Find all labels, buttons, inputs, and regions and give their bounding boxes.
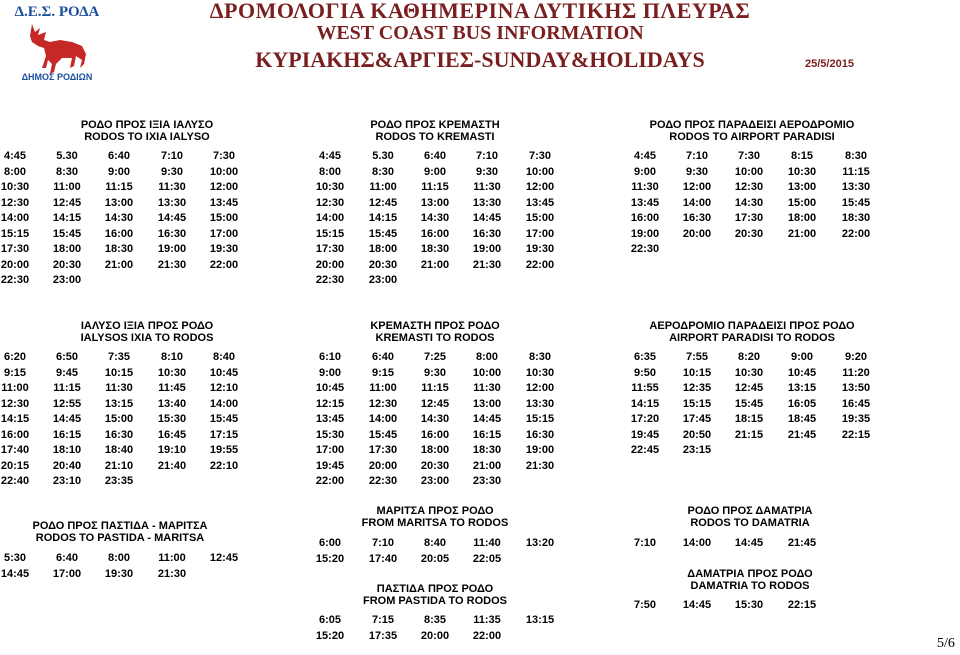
departure-time: 9:30 <box>475 165 499 178</box>
departure-time: 10:00 <box>209 165 239 178</box>
departure-time: 16:00 <box>630 212 660 224</box>
departure-time: 15:20 <box>315 629 345 642</box>
departure-time: 17:30 <box>0 243 30 255</box>
departure-time: 16:30 <box>682 212 712 224</box>
departure-time: 15:15 <box>0 227 30 240</box>
departure-time: 14:15 <box>52 212 82 224</box>
departure-time: 13:45 <box>630 196 660 209</box>
departure-time: 7:50 <box>633 599 657 611</box>
departure-time: 21:45 <box>787 537 817 549</box>
departure-time: 21:00 <box>472 459 502 472</box>
departure-time: 16:45 <box>841 397 871 410</box>
departure-time: 11:15 <box>105 181 133 193</box>
departure-time: 9:30 <box>160 165 184 178</box>
departure-time: 8:15 <box>790 150 814 162</box>
table-header: ΑΕΡΟΔΡΟΜΙΟ ΠΑΡΑΔΕΙΣΙ ΠΡΟΣ ΡΟΔΟ AIRPORT PARADISI TO RODOS <box>649 320 855 344</box>
departure-time: 14:45 <box>682 599 712 611</box>
departure-time: 20:30 <box>368 258 398 271</box>
departure-time: 11:30 <box>158 181 186 193</box>
departure-time: 13:15 <box>525 614 555 626</box>
departure-time: 4:45 <box>318 150 342 162</box>
departure-time: 7:30 <box>737 150 761 162</box>
departure-time: 22:00 <box>315 475 345 487</box>
departure-time: 16:00 <box>420 227 450 240</box>
departure-time: 14:30 <box>734 196 764 209</box>
table-header: ΙΑΛΥΣΟ ΙΞΙΑ ΠΡΟΣ ΡΟΔΟ IALYSOS IXIA TO RODOS <box>80 320 214 344</box>
departure-time: 17:40 <box>368 552 398 565</box>
departure-time: 15:45 <box>841 196 871 209</box>
departure-time: 6:40 <box>423 150 447 162</box>
title-line-3: ΚΥΡΙΑΚΗΣ&ΑΡΓΙΕΣ-SUNDAY&HOLIDAYS <box>255 47 705 72</box>
departure-time: 9:15 <box>3 366 27 379</box>
departure-time: 21:40 <box>157 459 187 472</box>
departure-time: 14:45 <box>472 212 502 224</box>
departure-time: 22:30 <box>315 274 345 286</box>
departure-time: 20:30 <box>420 459 450 472</box>
departure-time: 17:30 <box>734 212 764 224</box>
departure-time: 10:15 <box>104 366 134 379</box>
departure-time: 5.30 <box>56 150 78 162</box>
departure-time: 15:30 <box>157 413 187 425</box>
departure-time: 9:00 <box>633 165 657 178</box>
title-line-2: WEST COAST BUS INFORMATION <box>316 22 644 44</box>
departure-time: 17:00 <box>315 444 345 456</box>
departure-time: 12:00 <box>525 181 555 193</box>
departure-time: 9:45 <box>55 366 79 379</box>
departure-time: 14:15 <box>368 212 398 224</box>
departure-time: 22:05 <box>472 552 502 565</box>
departure-time: 12:35 <box>682 382 712 394</box>
departure-time: 15:45 <box>368 227 398 240</box>
departure-time: 21:30 <box>157 567 187 580</box>
departure-time: 14:45 <box>157 212 187 224</box>
departure-time: 11:00 <box>369 382 397 394</box>
departure-time: 5:30 <box>3 552 27 564</box>
date: 25/5/2015 <box>805 58 854 70</box>
departure-time: 6:40 <box>107 150 131 162</box>
departure-time: 22:30 <box>630 243 660 255</box>
departure-time: 22:30 <box>368 475 398 487</box>
departure-time: 20:05 <box>420 552 450 565</box>
departure-time: 10:30 <box>734 366 764 379</box>
departure-time: 13:45 <box>315 413 345 425</box>
departure-time: 21:10 <box>104 459 134 472</box>
departure-time: 21:30 <box>472 258 502 271</box>
departure-time: 19:30 <box>525 243 555 255</box>
departure-time: 18:40 <box>104 444 134 456</box>
departure-time: 10:00 <box>734 165 764 178</box>
departure-time: 14:00 <box>682 196 712 209</box>
departure-time: 22:15 <box>841 428 871 441</box>
departure-time: 15:00 <box>787 196 817 209</box>
departure-time: 14:45 <box>734 537 764 549</box>
departure-time: 11:15 <box>421 181 449 193</box>
departure-time: 15:45 <box>368 428 398 441</box>
departure-time: 18:30 <box>841 212 871 224</box>
departure-time: 14:00 <box>368 413 398 425</box>
departure-time: 20:00 <box>0 258 30 271</box>
departure-time: 13:40 <box>157 397 187 410</box>
departure-time: 13:00 <box>420 196 450 209</box>
departure-time: 13:30 <box>841 181 871 193</box>
departure-time: 15:00 <box>104 413 134 425</box>
departure-time: 19:10 <box>157 444 187 456</box>
departure-time: 10:15 <box>682 366 712 379</box>
departure-time: 10:30 <box>0 181 30 193</box>
departure-time: 12:30 <box>368 397 398 410</box>
departure-time: 22:45 <box>630 444 660 456</box>
departure-time: 20:30 <box>52 258 82 271</box>
departure-time: 13:20 <box>525 537 555 549</box>
departure-time: 22:30 <box>0 274 30 286</box>
departure-time: 8:40 <box>423 537 447 549</box>
departure-time: 7:10 <box>371 537 395 549</box>
departure-time: 12:10 <box>209 382 239 394</box>
departure-time: 13:15 <box>787 382 817 394</box>
departure-time: 13:30 <box>472 196 502 209</box>
departure-time: 6:40 <box>55 552 79 564</box>
departure-time: 19:55 <box>209 444 239 456</box>
departure-time: 19:45 <box>315 459 345 472</box>
departure-time: 17:30 <box>315 243 345 255</box>
departure-time: 12:45 <box>734 382 764 394</box>
departure-time: 16:00 <box>0 428 30 441</box>
departure-time: 11:15 <box>421 382 449 394</box>
departure-time: 13:00 <box>787 181 817 193</box>
departure-time: 4:45 <box>3 150 27 162</box>
departure-time: 21:45 <box>787 428 817 441</box>
table-header: ΡΟΔΟ ΠΡΟΣ ΙΞΙΑ ΙΑΛΥΣΟ RODOS TO IXIA IALYSO <box>80 119 214 143</box>
departure-time: 19:30 <box>209 243 239 255</box>
departure-time: 10:00 <box>472 366 502 379</box>
departure-time: 8:00 <box>318 165 342 178</box>
table-header: ΠΑΣΤΙΔΑ ΠΡΟΣ ΡΟΔΟ FROM PASTIDA TO RODOS <box>362 583 508 607</box>
departure-time: 20:00 <box>682 227 712 240</box>
departure-time: 22:00 <box>841 227 871 240</box>
page-number: 5/6 <box>937 636 955 651</box>
departure-time: 13:00 <box>472 397 502 410</box>
departure-time: 14:30 <box>420 212 450 224</box>
departure-time: 12:45 <box>420 397 450 410</box>
departure-time: 21:30 <box>157 258 187 271</box>
departure-time: 6:00 <box>318 537 342 549</box>
departure-time: 19:00 <box>525 444 555 456</box>
departure-time: 18:30 <box>104 243 134 255</box>
departure-time: 14:15 <box>0 413 30 425</box>
departure-time: 21:00 <box>420 258 450 271</box>
departure-time: 15:30 <box>734 599 764 611</box>
departure-time: 17:00 <box>209 227 239 240</box>
departure-time: 9:15 <box>371 366 395 379</box>
departure-time: 14:45 <box>472 413 502 425</box>
departure-time: 17:40 <box>0 444 30 456</box>
departure-time: 8:00 <box>3 165 27 178</box>
departure-time: 6:35 <box>633 351 657 363</box>
departure-time: 18:45 <box>787 413 817 425</box>
departure-time: 18:15 <box>734 413 764 425</box>
departure-time: 16:45 <box>157 428 187 441</box>
departure-time: 14:00 <box>0 212 30 224</box>
departure-time: 9:20 <box>844 351 868 363</box>
departure-time: 4:45 <box>633 150 657 162</box>
departure-time: 15:15 <box>682 397 712 410</box>
departure-time: 21:30 <box>525 459 555 472</box>
departure-time: 6:05 <box>318 614 342 626</box>
departure-time: 7:30 <box>528 150 552 162</box>
departure-time: 8:30 <box>371 165 395 178</box>
departure-time: 18:00 <box>52 243 82 255</box>
departure-time: 14:45 <box>0 567 30 580</box>
departure-time: 12:30 <box>734 181 764 193</box>
departure-time: 15:15 <box>525 413 555 425</box>
departure-time: 14:00 <box>682 537 712 549</box>
departure-time: 10:45 <box>787 366 817 379</box>
departure-time: 9:00 <box>423 165 447 178</box>
departure-time: 8:00 <box>475 351 499 363</box>
departure-time: 18:00 <box>368 243 398 255</box>
departure-time: 7:10 <box>685 150 709 162</box>
departure-time: 14:15 <box>630 397 660 410</box>
departure-time: 18:10 <box>52 444 82 456</box>
table-header: ΔΑΜΑΤΡΙΑ ΠΡΟΣ ΡΟΔΟ DAMATRIA TO RODOS <box>687 568 813 592</box>
departure-time: 13:15 <box>104 397 134 410</box>
departure-time: 8:30 <box>844 150 868 162</box>
departure-time: 17:00 <box>525 227 555 240</box>
departure-time: 9:00 <box>107 165 131 178</box>
departure-time: 18:00 <box>787 212 817 224</box>
table-header: ΡΟΔΟ ΠΡΟΣ ΠΑΣΤΙΔΑ - ΜΑΡΙΤΣΑ RODOS TO PASTIDA - MARITSA <box>32 520 208 544</box>
departure-time: 10:00 <box>525 165 555 178</box>
departure-time: 9:50 <box>633 366 657 379</box>
departure-time: 11:40 <box>473 537 501 549</box>
departure-time: 22:00 <box>525 258 555 271</box>
departure-time: 12:30 <box>315 196 345 209</box>
departure-time: 8:20 <box>737 351 761 363</box>
departure-time: 21:00 <box>787 227 817 240</box>
departure-time: 11:35 <box>473 614 501 626</box>
departure-time: 9:00 <box>790 351 814 363</box>
departure-time: 20:40 <box>52 459 82 472</box>
departure-time: 11:30 <box>631 181 659 193</box>
departure-time: 8:35 <box>423 614 447 626</box>
departure-time: 13:50 <box>841 382 871 394</box>
departure-time: 19:00 <box>630 227 660 240</box>
departure-time: 13:00 <box>104 196 134 209</box>
departure-time: 9:30 <box>685 165 709 178</box>
logo-text: Δ.Ε.Σ. ΡΟΔΑ <box>14 4 100 20</box>
departure-time: 10:30 <box>525 366 555 379</box>
departure-time: 7:25 <box>423 351 447 363</box>
departure-time: 23:10 <box>52 475 82 487</box>
departure-time: 8:30 <box>55 165 79 178</box>
departure-time: 12:45 <box>368 196 398 209</box>
departure-time: 15:30 <box>315 428 345 441</box>
departure-time: 12:45 <box>209 552 239 564</box>
departure-time: 14:00 <box>315 212 345 224</box>
departure-time: 6:10 <box>318 351 342 363</box>
departure-time: 6:20 <box>3 351 27 363</box>
departure-time: 15:00 <box>525 212 555 224</box>
departure-time: 20:30 <box>734 227 764 240</box>
departure-time: 19:00 <box>472 243 502 255</box>
departure-time: 11:45 <box>158 382 186 394</box>
departure-time: 21:15 <box>734 428 764 441</box>
departure-time: 17:00 <box>52 567 82 580</box>
departure-time: 16:05 <box>787 397 817 410</box>
departure-time: 8:00 <box>107 552 131 564</box>
departure-time: 7:30 <box>212 150 236 162</box>
departure-time: 17:45 <box>682 413 712 425</box>
departure-time: 23:00 <box>420 475 450 487</box>
departure-time: 7:10 <box>475 150 499 162</box>
departure-time: 11:00 <box>369 181 397 193</box>
departure-time: 22:10 <box>209 459 239 472</box>
departure-time: 5.30 <box>372 150 394 162</box>
table-header: ΡΟΔΟ ΠΡΟΣ ΚΡΕΜΑΣΤΗ RODOS TO KREMASTI <box>370 119 500 143</box>
table-header: ΚΡΕΜΑΣΤΗ ΠΡΟΣ ΡΟΔΟ KREMASTI TO RODOS <box>370 320 500 344</box>
departure-time: 7:35 <box>107 351 131 363</box>
departure-time: 22:40 <box>0 475 30 487</box>
departure-time: 12:55 <box>52 397 82 410</box>
departure-time: 14:30 <box>420 413 450 425</box>
departure-time: 22:15 <box>787 599 817 611</box>
departure-time: 12:30 <box>0 196 30 209</box>
departure-time: 16:30 <box>525 428 555 441</box>
departure-time: 18:00 <box>420 444 450 456</box>
departure-time: 10:30 <box>787 165 817 178</box>
departure-time: 23:00 <box>52 274 82 286</box>
departure-time: 6:40 <box>371 351 395 363</box>
departure-time: 10:45 <box>209 366 239 379</box>
departure-time: 11:00 <box>1 382 29 394</box>
departure-time: 13:45 <box>209 196 239 209</box>
departure-time: 19:30 <box>104 567 134 580</box>
title-line-1: ΔΡΟΜΟΛΟΓΙΑ ΚΑΘΗΜΕΡΙΝΑ ΔΥΤΙΚΗΣ ΠΛΕΥΡΑΣ <box>209 0 751 23</box>
departure-time: 13:45 <box>525 196 555 209</box>
departure-time: 11:30 <box>473 382 501 394</box>
table-header: ΡΟΔΟ ΠΡΟΣ ΠΑΡΑΔΕΙΣΙ ΑΕΡΟΔΡΟΜΙΟ RODOS TO AIRPORT PARADISI <box>649 119 855 143</box>
departure-time: 15:45 <box>734 397 764 410</box>
departure-time: 16:15 <box>52 428 82 441</box>
departure-time: 11:00 <box>158 552 186 564</box>
departure-time: 16:30 <box>472 227 502 240</box>
departure-time: 17:20 <box>630 413 660 425</box>
departure-time: 17:30 <box>368 444 398 456</box>
departure-time: 11:15 <box>842 165 870 178</box>
departure-time: 10:30 <box>157 366 187 379</box>
departure-time: 7:10 <box>160 150 184 162</box>
departure-time: 16:15 <box>472 428 502 441</box>
departure-time: 20:00 <box>420 629 450 642</box>
departure-time: 12:30 <box>0 397 30 410</box>
departure-time: 20:50 <box>682 428 712 441</box>
departure-time: 17:15 <box>209 428 239 441</box>
departure-time: 8:10 <box>160 351 184 363</box>
departure-time: 22:00 <box>472 629 502 642</box>
departure-time: 13:30 <box>525 397 555 410</box>
departure-time: 16:00 <box>420 428 450 441</box>
table-header: ΡΟΔΟ ΠΡΟΣ ΔΑΜΑΤΡΙΑ RODOS TO DAMATRIA <box>687 505 813 529</box>
departure-time: 15:20 <box>315 552 345 565</box>
departure-time: 18:30 <box>420 243 450 255</box>
departure-time: 6:50 <box>55 351 79 363</box>
departure-time: 23:35 <box>104 475 134 487</box>
departure-time: 9:30 <box>423 366 447 379</box>
departure-time: 11:00 <box>53 181 81 193</box>
departure-time: 15:45 <box>209 413 239 425</box>
departure-time: 13:30 <box>157 196 187 209</box>
departure-time: 10:30 <box>315 181 345 193</box>
departure-time: 7:55 <box>685 351 709 363</box>
departure-time: 19:45 <box>630 428 660 441</box>
departure-time: 10:45 <box>315 382 345 394</box>
departure-time: 23:30 <box>472 475 502 487</box>
departure-time: 20:00 <box>368 459 398 472</box>
departure-time: 17:35 <box>368 629 398 642</box>
departure-time: 21:00 <box>104 258 134 271</box>
departure-time: 7:10 <box>633 537 657 549</box>
departure-time: 11:20 <box>842 366 870 379</box>
departure-time: 16:30 <box>157 227 187 240</box>
departure-time: 7:15 <box>371 614 395 626</box>
departure-time: 9:00 <box>318 366 342 379</box>
departure-time: 15:00 <box>209 212 239 224</box>
departure-time: 15:45 <box>52 227 82 240</box>
logo-subtext: ΔΗΜΟΣ ΡΟΔΙΩΝ <box>21 72 93 82</box>
departure-time: 12:45 <box>52 196 82 209</box>
departure-time: 12:00 <box>209 181 239 193</box>
departure-time: 19:00 <box>157 243 187 255</box>
departure-time: 20:15 <box>0 459 30 472</box>
departure-time: 16:30 <box>104 428 134 441</box>
departure-time: 15:15 <box>315 227 345 240</box>
table-header: ΜΑΡΙΤΣΑ ΠΡΟΣ ΡΟΔΟ FROM MARITSA TO RODOS <box>361 505 509 529</box>
departure-time: 20:00 <box>315 258 345 271</box>
departure-time: 14:00 <box>209 397 239 410</box>
departure-time: 12:15 <box>315 397 345 410</box>
departure-time: 12:00 <box>682 181 712 193</box>
departure-time: 23:15 <box>682 444 712 456</box>
departure-time: 22:00 <box>209 258 239 271</box>
departure-time: 19:35 <box>841 413 871 425</box>
departure-time: 12:00 <box>525 382 555 394</box>
departure-time: 23:00 <box>368 274 398 286</box>
departure-time: 11:55 <box>631 382 659 394</box>
departure-time: 14:30 <box>104 212 134 224</box>
departure-time: 8:30 <box>528 351 552 363</box>
departure-time: 16:00 <box>104 227 134 240</box>
departure-time: 14:45 <box>52 413 82 425</box>
departure-time: 11:30 <box>473 181 501 193</box>
departure-time: 18:30 <box>472 444 502 456</box>
departure-time: 11:30 <box>105 382 133 394</box>
departure-time: 11:15 <box>53 382 81 394</box>
departure-time: 8:40 <box>212 351 236 363</box>
